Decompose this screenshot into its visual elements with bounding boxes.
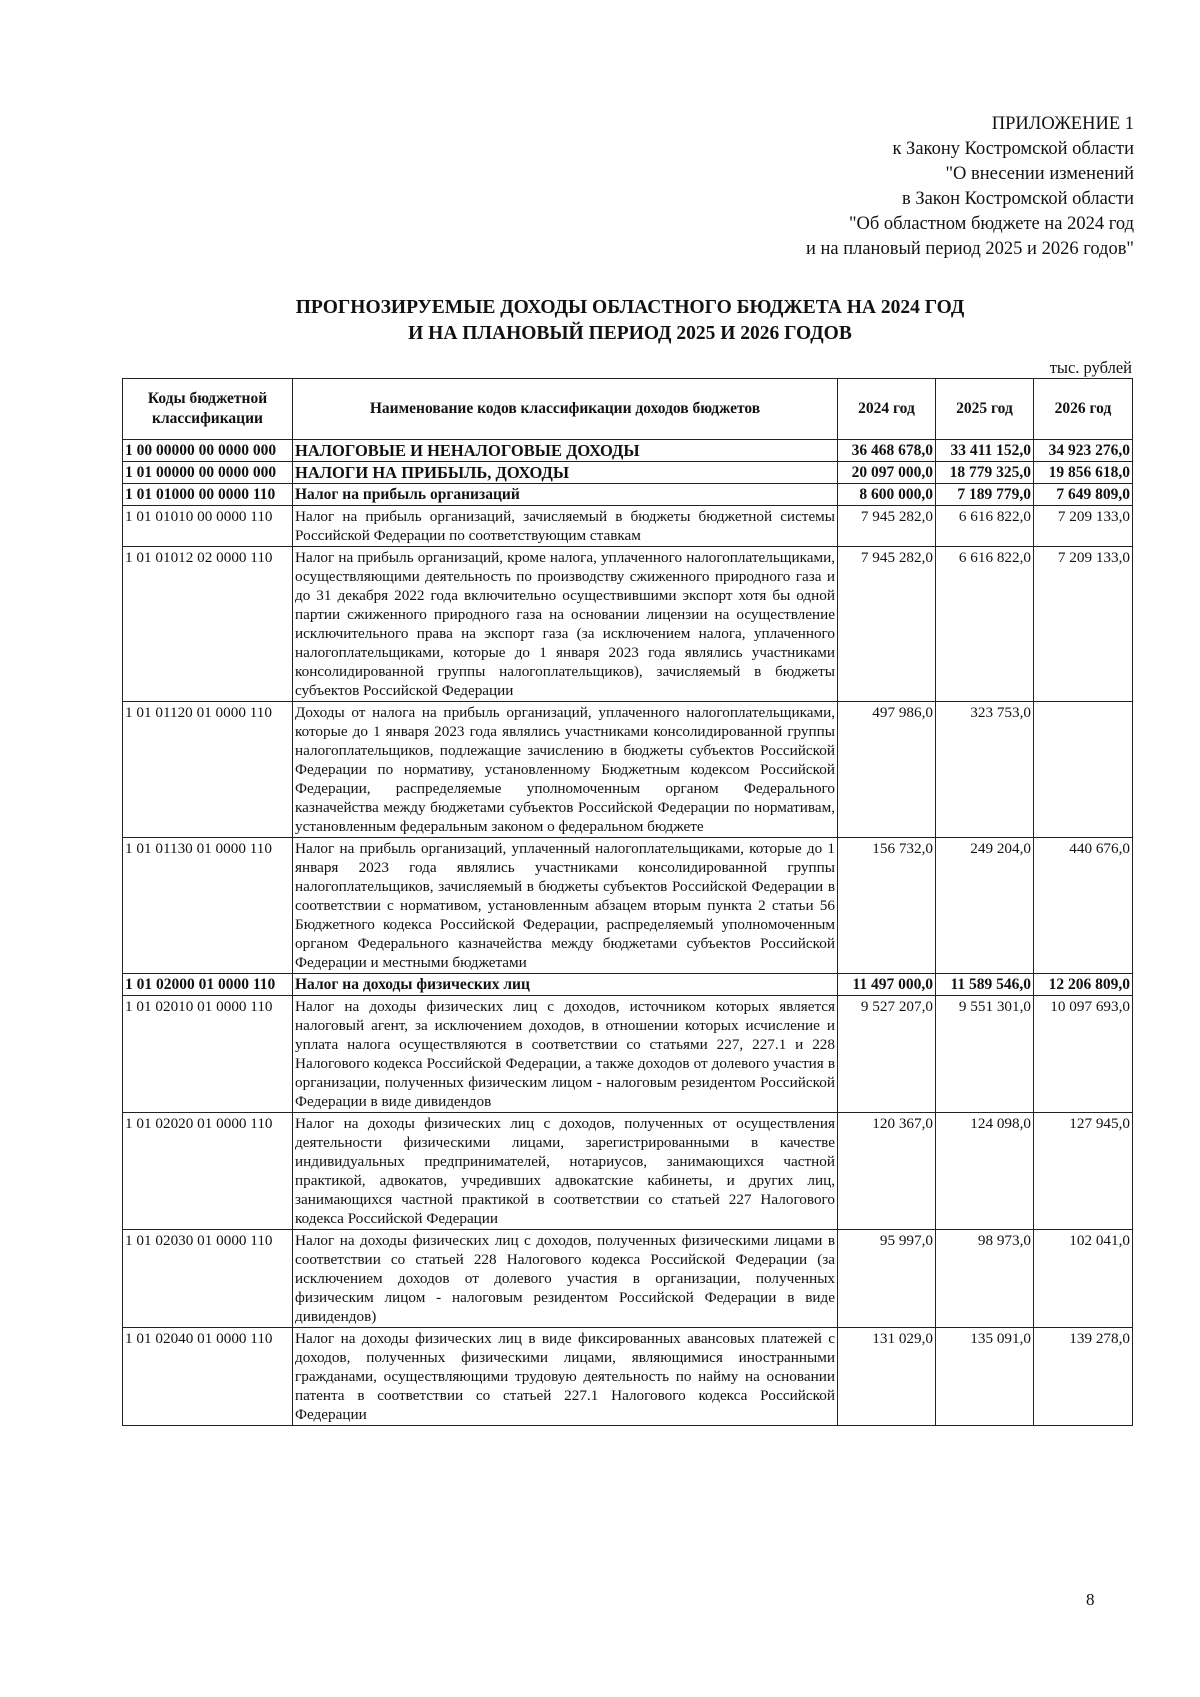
table-row: [123, 996, 1133, 1113]
row-name: Налог на доходы физических лиц с доходов, источником которых является налоговый агент, за исключением доходов, в отношении которых исчисление и уплата налога осуществляются в соответствии со статьями 227, 227.1 и 228 Налогового кодекса Российской Федерации, а также доходов от долевого участия в организации, полученных физическим лицом - налоговым резидентом Российской Федерации в виде дивидендов: [293, 996, 838, 1113]
row-value-2024: 36 468 678,0: [838, 440, 936, 462]
appendix-line: "О внесении изменений: [945, 164, 1134, 184]
header-2024: 2024 год: [838, 379, 936, 440]
row-value-2025: 323 753,0: [936, 702, 1034, 838]
header-2026: 2026 год: [1034, 379, 1133, 440]
row-name: Налог на прибыль организаций, уплаченный налогоплательщиками, которые до 1 января 2023 года являлись участниками консолидированной группы налогоплательщиков, зачисляемый в бюджеты субъектов Российской Федерации в соответствии с нормативом, установленным абзацем вторым пункта 2 статьи 56 Бюджетного кодекса Российской Федерации, распределяемый уполномоченным органом Федерального казначейства между бюджетами субъектов Российской Федерации и местными бюджетами: [293, 838, 838, 974]
row-code: 1 01 02000 01 0000 110: [123, 974, 293, 996]
row-value-2025: 249 204,0: [936, 838, 1034, 974]
table-row: [123, 484, 1133, 506]
row-code: 1 01 02020 01 0000 110: [123, 1113, 293, 1230]
document-title: [0, 295, 1200, 347]
row-code: 1 01 01130 01 0000 110: [123, 838, 293, 974]
row-value-2026: 7 209 133,0: [1034, 547, 1133, 702]
row-code: 1 01 01010 00 0000 110: [123, 506, 293, 547]
row-code: 1 01 01120 01 0000 110: [123, 702, 293, 838]
row-value-2026: 12 206 809,0: [1034, 974, 1133, 996]
row-value-2024: 156 732,0: [838, 838, 936, 974]
units-label: тыс. рублей: [1049, 358, 1132, 377]
revenue-table: [122, 378, 1133, 1426]
row-value-2024: 8 600 000,0: [838, 484, 936, 506]
header-code: Коды бюджетной классификации: [123, 379, 293, 440]
row-value-2024: 95 997,0: [838, 1230, 936, 1328]
row-name: Налог на доходы физических лиц с доходов, полученных от осуществления деятельности физическими лицами, зарегистрированными в качестве индивидуальных предпринимателей, нотариусов, занимающихся частной практикой, адвокатов, учредивших адвокатские кабинеты, и других лиц, занимающихся частной практикой в соответствии со статьей 227 Налогового кодекса Российской Федерации: [293, 1113, 838, 1230]
row-name: Налог на прибыль организаций, кроме налога, уплаченного налогоплательщиками, осуществляющими деятельность по производству сжиженного природного газа и до 31 декабря 2022 года включительно осуществившими экспорт хотя бы одной партии сжиженного природного газа на основании лицензии на осуществление исключительного права на экспорт газа (за исключением налога, уплаченного налогоплательщиками, которые до 1 января 2023 года являлись участниками консолидированной группы налогоплательщиков), зачисляемый в бюджеты субъектов Российской Федерации: [293, 547, 838, 702]
row-value-2024: 497 986,0: [838, 702, 936, 838]
row-code: 1 00 00000 00 0000 000: [123, 440, 293, 462]
appendix-line: в Закон Костромской области: [901, 189, 1134, 209]
title-line: ПРОГНОЗИРУЕМЫЕ ДОХОДЫ ОБЛАСТНОГО БЮДЖЕТА НА 2024 ГОД: [295, 297, 965, 318]
row-code: 1 01 00000 00 0000 000: [123, 462, 293, 484]
row-value-2025: 33 411 152,0: [936, 440, 1034, 462]
row-value-2025: 135 091,0: [936, 1328, 1034, 1426]
row-value-2025: 11 589 546,0: [936, 974, 1034, 996]
row-value-2024: 20 097 000,0: [838, 462, 936, 484]
table-row: [123, 1113, 1133, 1230]
row-code: 1 01 02040 01 0000 110: [123, 1328, 293, 1426]
appendix-title: ПРИЛОЖЕНИЕ 1: [991, 114, 1134, 134]
row-value-2024: 131 029,0: [838, 1328, 936, 1426]
row-name: Налог на доходы физических лиц в виде фиксированных авансовых платежей с доходов, полученных физическими лицами, являющимися иностранными гражданами, осуществляющими трудовую деятельность по найму на основании патента в соответствии со статьей 227.1 Налогового кодекса Российской Федерации: [293, 1328, 838, 1426]
row-code: 1 01 02010 01 0000 110: [123, 996, 293, 1113]
header-name: Наименование кодов классификации доходов бюджетов: [293, 379, 838, 440]
row-value-2025: 6 616 822,0: [936, 506, 1034, 547]
row-value-2024: 7 945 282,0: [838, 547, 936, 702]
table-row: [123, 440, 1133, 462]
table-row: [123, 462, 1133, 484]
appendix-line: к Закону Костромской области: [892, 139, 1134, 159]
table-header-row: [123, 379, 1133, 440]
row-value-2026: 10 097 693,0: [1034, 996, 1133, 1113]
row-value-2025: 6 616 822,0: [936, 547, 1034, 702]
title-line: И НА ПЛАНОВЫЙ ПЕРИОД 2025 И 2026 ГОДОВ: [408, 323, 852, 344]
row-name: НАЛОГОВЫЕ И НЕНАЛОГОВЫЕ ДОХОДЫ: [293, 440, 838, 462]
row-value-2026: 102 041,0: [1034, 1230, 1133, 1328]
row-value-2024: 11 497 000,0: [838, 974, 936, 996]
row-code: 1 01 01012 02 0000 110: [123, 547, 293, 702]
row-value-2026: 139 278,0: [1034, 1328, 1133, 1426]
row-value-2025: 98 973,0: [936, 1230, 1034, 1328]
row-value-2026: 440 676,0: [1034, 838, 1133, 974]
page-number: 8: [1086, 1590, 1095, 1609]
row-value-2026: 19 856 618,0: [1034, 462, 1133, 484]
table-row: [123, 547, 1133, 702]
row-name: Налог на доходы физических лиц: [293, 974, 838, 996]
row-value-2026: 34 923 276,0: [1034, 440, 1133, 462]
table-row: [123, 1328, 1133, 1426]
row-value-2026: 127 945,0: [1034, 1113, 1133, 1230]
appendix-line: и на плановый период 2025 и 2026 годов": [805, 239, 1134, 259]
table-row: [123, 506, 1133, 547]
row-name: Налог на прибыль организаций: [293, 484, 838, 506]
row-value-2025: 124 098,0: [936, 1113, 1034, 1230]
row-name: НАЛОГИ НА ПРИБЫЛЬ, ДОХОДЫ: [293, 462, 838, 484]
row-value-2025: 18 779 325,0: [936, 462, 1034, 484]
header-2025: 2025 год: [936, 379, 1034, 440]
row-name: Доходы от налога на прибыль организаций, уплаченного налогоплательщиками, которые до 1 января 2023 года являлись участниками консолидированной группы налогоплательщиков, подлежащие зачислению в бюджеты субъектов Российской Федерации по нормативу, установленному Бюджетным кодексом Российской Федерации, распределяемые уполномоченным органом Федерального казначейства между бюджетами субъектов Российской Федерации по нормативам, установленным федеральным законом о федеральном бюджете: [293, 702, 838, 838]
table-row: [123, 838, 1133, 974]
row-value-2024: 7 945 282,0: [838, 506, 936, 547]
table-row: [123, 974, 1133, 996]
row-value-2025: 9 551 301,0: [936, 996, 1034, 1113]
row-name: Налог на прибыль организаций, зачисляемый в бюджеты бюджетной системы Российской Федерации по соответствующим ставкам: [293, 506, 838, 547]
appendix-line: "Об областном бюджете на 2024 год: [848, 214, 1134, 234]
table-row: [123, 1230, 1133, 1328]
row-value-2026: [1034, 702, 1133, 838]
row-value-2024: 120 367,0: [838, 1113, 936, 1230]
row-value-2026: 7 649 809,0: [1034, 484, 1133, 506]
table-row: [123, 702, 1133, 838]
row-value-2026: 7 209 133,0: [1034, 506, 1133, 547]
row-code: 1 01 02030 01 0000 110: [123, 1230, 293, 1328]
row-value-2024: 9 527 207,0: [838, 996, 936, 1113]
row-name: Налог на доходы физических лиц с доходов, полученных физическими лицами в соответствии со статьей 228 Налогового кодекса Российской Федерации (за исключением доходов от долевого участия в организации, полученных физическим лицом - налоговым резидентом Российской Федерации в виде дивидендов): [293, 1230, 838, 1328]
appendix-header: [806, 112, 1134, 262]
row-code: 1 01 01000 00 0000 110: [123, 484, 293, 506]
row-value-2025: 7 189 779,0: [936, 484, 1034, 506]
